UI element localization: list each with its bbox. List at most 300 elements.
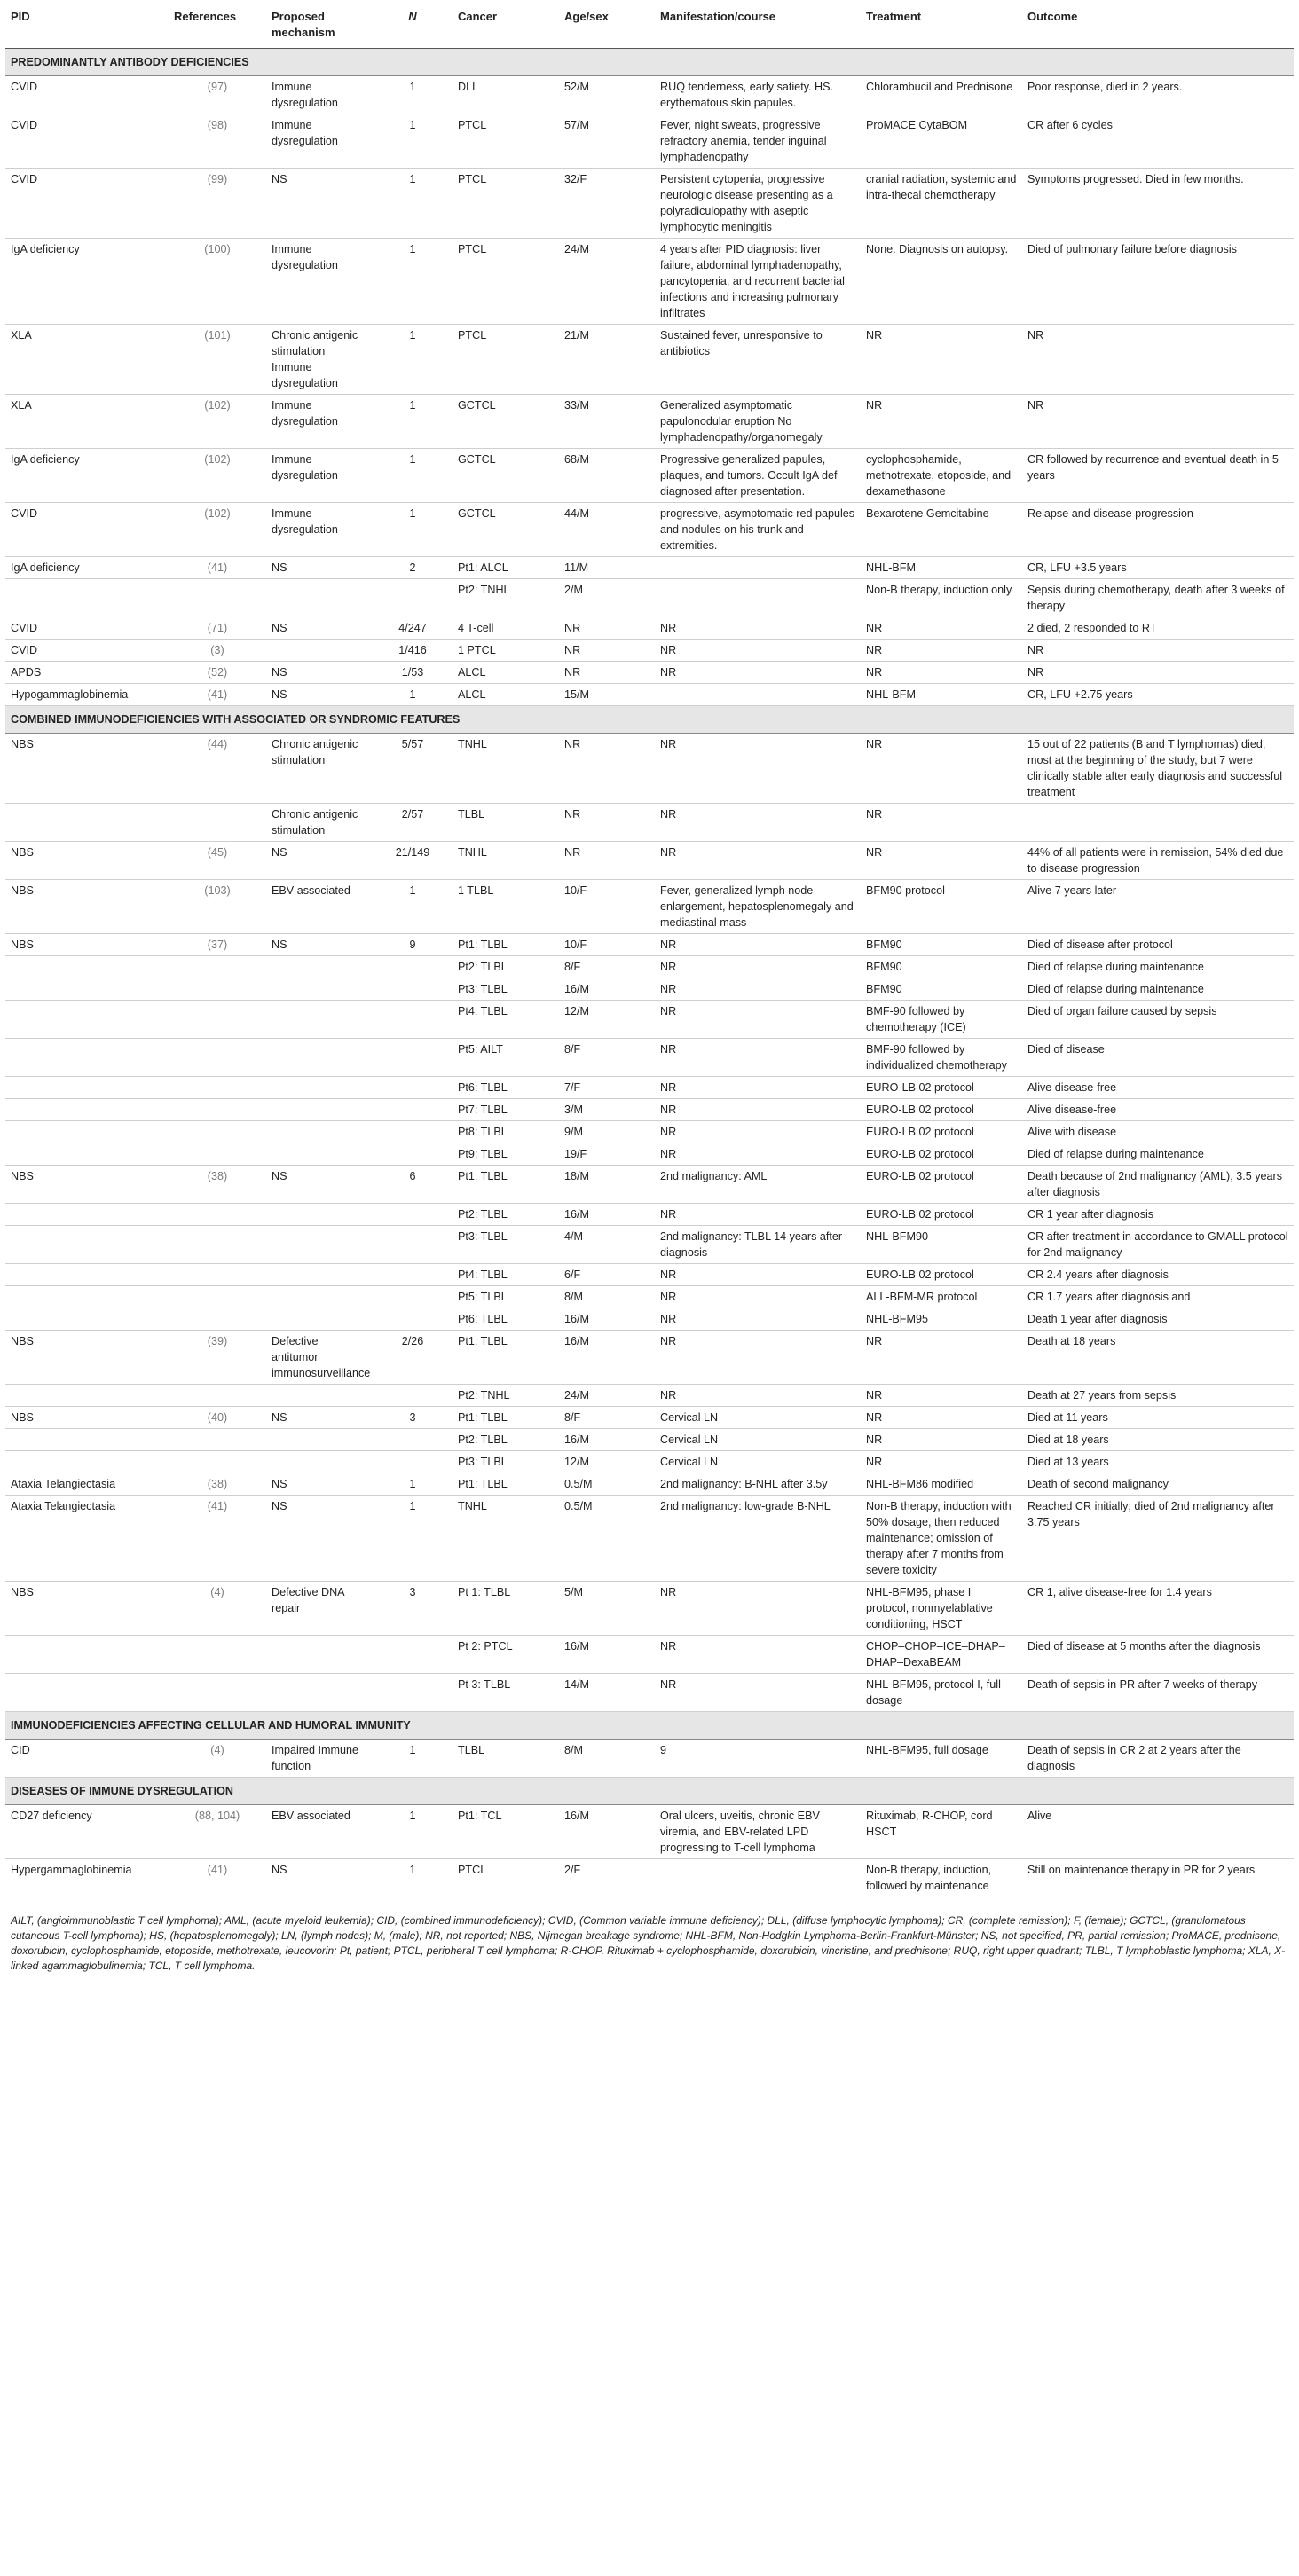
- cell-pid: Ataxia Telangiectasia: [5, 1473, 169, 1496]
- cell-mechanism: [266, 1204, 373, 1226]
- cell-pid: NBS: [5, 1407, 169, 1429]
- cell-cancer: GCTCL: [453, 449, 559, 503]
- header-references: References: [169, 0, 266, 49]
- cell-reference: [169, 1226, 266, 1264]
- header-outcome: Outcome: [1022, 0, 1294, 49]
- cell-cancer: Pt 3: TLBL: [453, 1674, 559, 1712]
- cell-age-sex: NR: [559, 617, 655, 640]
- cell-n: 6: [373, 1166, 453, 1204]
- cell-n: [373, 1451, 453, 1473]
- cell-age-sex: 6/F: [559, 1264, 655, 1286]
- cell-cancer: Pt1: TLBL: [453, 1473, 559, 1496]
- table-row: [5, 934, 1294, 956]
- cell-reference: (4): [169, 1740, 266, 1778]
- table-row: [5, 1286, 1294, 1308]
- table-row: [5, 395, 1294, 449]
- cell-mechanism: [266, 1077, 373, 1099]
- table-row: [5, 1077, 1294, 1099]
- cell-cancer: 4 T-cell: [453, 617, 559, 640]
- cell-manifestation: NR: [655, 1143, 861, 1166]
- cell-cancer: Pt3: TLBL: [453, 1226, 559, 1264]
- cell-treatment: NR: [861, 734, 1022, 804]
- cell-manifestation: NR: [655, 956, 861, 978]
- cell-manifestation: RUQ tenderness, early satiety. HS. erythematous skin papules.: [655, 76, 861, 114]
- cell-mechanism: [266, 1674, 373, 1712]
- cell-age-sex: 14/M: [559, 1674, 655, 1712]
- cell-mechanism: NS: [266, 1496, 373, 1582]
- table-row: [5, 1636, 1294, 1674]
- cell-outcome: Died of disease at 5 months after the diagnosis: [1022, 1636, 1294, 1674]
- cell-outcome: Died of relapse during maintenance: [1022, 956, 1294, 978]
- cell-reference: (39): [169, 1331, 266, 1385]
- cell-manifestation: Sustained fever, unresponsive to antibiotics: [655, 325, 861, 395]
- cell-manifestation: NR: [655, 662, 861, 684]
- table-row: [5, 956, 1294, 978]
- cell-age-sex: 12/M: [559, 1451, 655, 1473]
- cell-outcome: Alive with disease: [1022, 1121, 1294, 1143]
- cell-mechanism: NS: [266, 1407, 373, 1429]
- header-manifestation: Manifestation/course: [655, 0, 861, 49]
- cell-cancer: GCTCL: [453, 395, 559, 449]
- cell-n: [373, 1077, 453, 1099]
- cell-treatment: None. Diagnosis on autopsy.: [861, 239, 1022, 325]
- cell-reference: [169, 1001, 266, 1039]
- cell-cancer: Pt5: TLBL: [453, 1286, 559, 1308]
- cell-n: [373, 1636, 453, 1674]
- cell-treatment: NR: [861, 1451, 1022, 1473]
- cell-mechanism: [266, 1264, 373, 1286]
- section-header-row: [5, 1778, 1294, 1805]
- cell-treatment: Rituximab, R-CHOP, cord HSCT: [861, 1805, 1022, 1859]
- table-row: [5, 1407, 1294, 1429]
- cell-outcome: Death because of 2nd malignancy (AML), 3.5 years after diagnosis: [1022, 1166, 1294, 1204]
- cell-treatment: EURO-LB 02 protocol: [861, 1099, 1022, 1121]
- cell-cancer: TLBL: [453, 804, 559, 842]
- cell-age-sex: 8/F: [559, 1407, 655, 1429]
- cell-outcome: Reached CR initially; died of 2nd malignancy after 3.75 years: [1022, 1496, 1294, 1582]
- cell-n: [373, 1674, 453, 1712]
- cell-mechanism: [266, 978, 373, 1001]
- cell-n: 2/26: [373, 1331, 453, 1385]
- cell-manifestation: Oral ulcers, uveitis, chronic EBV viremia, and EBV-related LPD progressing to T-cell lymphoma: [655, 1805, 861, 1859]
- table-row: [5, 842, 1294, 880]
- cell-pid: CID: [5, 1740, 169, 1778]
- cell-outcome: CR 1, alive disease-free for 1.4 years: [1022, 1582, 1294, 1636]
- cell-cancer: TLBL: [453, 1740, 559, 1778]
- cell-cancer: ALCL: [453, 684, 559, 706]
- table-row: [5, 1099, 1294, 1121]
- cell-outcome: NR: [1022, 640, 1294, 662]
- cell-n: 1: [373, 239, 453, 325]
- table-row: [5, 325, 1294, 395]
- cell-treatment: Non-B therapy, induction, followed by maintenance: [861, 1859, 1022, 1897]
- cell-mechanism: Chronic antigenic stimulation: [266, 734, 373, 804]
- cell-n: [373, 1099, 453, 1121]
- cell-pid: [5, 1429, 169, 1451]
- cell-cancer: Pt1: TLBL: [453, 1407, 559, 1429]
- cell-age-sex: 11/M: [559, 557, 655, 579]
- table-row: [5, 76, 1294, 114]
- cell-outcome: Died of pulmonary failure before diagnosis: [1022, 239, 1294, 325]
- cell-treatment: NR: [861, 662, 1022, 684]
- table-row: [5, 1121, 1294, 1143]
- cell-outcome: Alive: [1022, 1805, 1294, 1859]
- header-age-sex: Age/sex: [559, 0, 655, 49]
- cell-age-sex: 15/M: [559, 684, 655, 706]
- table-row: [5, 662, 1294, 684]
- cell-mechanism: Immune dysregulation: [266, 395, 373, 449]
- cell-age-sex: 10/F: [559, 880, 655, 934]
- cell-cancer: TNHL: [453, 734, 559, 804]
- cell-mechanism: [266, 579, 373, 617]
- cell-pid: CD27 deficiency: [5, 1805, 169, 1859]
- cell-n: [373, 1385, 453, 1407]
- cell-cancer: Pt9: TLBL: [453, 1143, 559, 1166]
- cell-age-sex: 4/M: [559, 1226, 655, 1264]
- cell-reference: (97): [169, 76, 266, 114]
- cell-n: 1: [373, 76, 453, 114]
- cell-outcome: Died of organ failure caused by sepsis: [1022, 1001, 1294, 1039]
- cell-age-sex: 3/M: [559, 1099, 655, 1121]
- table-row: [5, 579, 1294, 617]
- table-row: [5, 1429, 1294, 1451]
- table-row: [5, 1385, 1294, 1407]
- cell-pid: [5, 1451, 169, 1473]
- cell-pid: [5, 1121, 169, 1143]
- cell-pid: Hypergammaglobinemia: [5, 1859, 169, 1897]
- cell-treatment: EURO-LB 02 protocol: [861, 1204, 1022, 1226]
- cell-mechanism: NS: [266, 934, 373, 956]
- cell-manifestation: Progressive generalized papules, plaques, and tumors. Occult IgA def diagnosed after presentation.: [655, 449, 861, 503]
- cell-age-sex: 8/M: [559, 1740, 655, 1778]
- cell-manifestation: NR: [655, 1674, 861, 1712]
- cell-treatment: NR: [861, 325, 1022, 395]
- cell-treatment: NR: [861, 804, 1022, 842]
- cell-pid: NBS: [5, 1582, 169, 1636]
- cell-age-sex: NR: [559, 804, 655, 842]
- cell-cancer: Pt1: TLBL: [453, 934, 559, 956]
- cell-manifestation: [655, 1859, 861, 1897]
- cell-n: 2/57: [373, 804, 453, 842]
- cell-reference: (102): [169, 395, 266, 449]
- cell-cancer: 1 PTCL: [453, 640, 559, 662]
- cell-mechanism: NS: [266, 557, 373, 579]
- cell-treatment: EURO-LB 02 protocol: [861, 1077, 1022, 1099]
- cell-cancer: Pt1: TLBL: [453, 1331, 559, 1385]
- cell-treatment: NR: [861, 640, 1022, 662]
- table-body: [5, 49, 1294, 1897]
- cell-pid: [5, 978, 169, 1001]
- table-footnote: AILT, (angioimmunoblastic T cell lymphoma); AML, (acute myeloid leukemia); CID, (combined immunodeficiency); CVID, (Common variable immune deficiency); DLL, (diffuse lymphocytic lymphoma); CR, (complete remission); F, (female); GCTCL, (granulomatous cutaneous T-cell lymphoma); HS, (hepatosplenomegaly); LN, (lymph nodes); M, (male); NR, not reported; NBS, Nijmegan breakage syndrome; NHL-BFM, Non-Hodgkin Lymphoma-Berlin-Frankfurt-Münster; NS, not specified, PR, partial remission; ProMACE, prednisone, doxorubicin, cyclophosphamide, etoposide, methotrexate, leucovorin; Pt, patient; PTCL, peripheral T cell lymphoma; R-CHOP, Rituximab + cyclophosphamide, doxorubicin, vincristine, and prednisone; RUQ, right upper quadrant; TLBL, T lymphoblastic lymphoma; XLA, X-linked agammaglobulinemia; TCL, T cell lymphoma.: [11, 1914, 1286, 1972]
- cell-mechanism: Immune dysregulation: [266, 114, 373, 169]
- cell-reference: (38): [169, 1166, 266, 1204]
- cell-mechanism: [266, 1039, 373, 1077]
- cell-age-sex: 68/M: [559, 449, 655, 503]
- cell-reference: [169, 1121, 266, 1143]
- cell-mechanism: Defective DNA repair: [266, 1582, 373, 1636]
- table-row: [5, 114, 1294, 169]
- cell-reference: [169, 978, 266, 1001]
- cell-manifestation: NR: [655, 1204, 861, 1226]
- cell-treatment: NHL-BFM95, phase I protocol, nonmyelablative conditioning, HSCT: [861, 1582, 1022, 1636]
- cell-age-sex: 32/F: [559, 169, 655, 239]
- cell-outcome: Still on maintenance therapy in PR for 2 years: [1022, 1859, 1294, 1897]
- cell-treatment: NR: [861, 395, 1022, 449]
- cell-cancer: Pt3: TLBL: [453, 978, 559, 1001]
- cell-treatment: BFM90: [861, 956, 1022, 978]
- cell-age-sex: 12/M: [559, 1001, 655, 1039]
- cell-treatment: NHL-BFM95: [861, 1308, 1022, 1331]
- table-row: [5, 734, 1294, 804]
- cell-manifestation: Cervical LN: [655, 1451, 861, 1473]
- cell-cancer: Pt7: TLBL: [453, 1099, 559, 1121]
- cell-manifestation: NR: [655, 934, 861, 956]
- cell-pid: [5, 1143, 169, 1166]
- cell-n: 1/53: [373, 662, 453, 684]
- cell-outcome: CR followed by recurrence and eventual death in 5 years: [1022, 449, 1294, 503]
- cell-reference: (41): [169, 1859, 266, 1897]
- cell-cancer: Pt2: TLBL: [453, 956, 559, 978]
- cell-treatment: NR: [861, 1429, 1022, 1451]
- cell-age-sex: 16/M: [559, 1308, 655, 1331]
- cell-reference: (98): [169, 114, 266, 169]
- cell-age-sex: 24/M: [559, 1385, 655, 1407]
- cell-outcome: Death at 18 years: [1022, 1331, 1294, 1385]
- cell-age-sex: NR: [559, 734, 655, 804]
- cell-reference: [169, 1077, 266, 1099]
- cell-treatment: NHL-BFM86 modified: [861, 1473, 1022, 1496]
- cell-outcome: Died at 13 years: [1022, 1451, 1294, 1473]
- cell-cancer: Pt2: TLBL: [453, 1204, 559, 1226]
- cell-age-sex: 9/M: [559, 1121, 655, 1143]
- cell-manifestation: NR: [655, 617, 861, 640]
- cell-reference: (103): [169, 880, 266, 934]
- cell-pid: CVID: [5, 640, 169, 662]
- cell-mechanism: [266, 1308, 373, 1331]
- cell-outcome: 15 out of 22 patients (B and T lymphomas) died, most at the beginning of the study, but 7 were clinically stable after early diagnosis and successful treatment: [1022, 734, 1294, 804]
- cell-n: 9: [373, 934, 453, 956]
- table-header: [5, 0, 1294, 49]
- cell-reference: (71): [169, 617, 266, 640]
- cell-age-sex: 2/M: [559, 579, 655, 617]
- cell-manifestation: 4 years after PID diagnosis: liver failure, abdominal lymphadenopathy, pancytopenia, and recurrent bacterial infections and increasing pulmonary infiltrates: [655, 239, 861, 325]
- cell-manifestation: NR: [655, 640, 861, 662]
- cell-mechanism: Immune dysregulation: [266, 449, 373, 503]
- table-row: [5, 1674, 1294, 1712]
- cell-cancer: ALCL: [453, 662, 559, 684]
- cell-n: 1: [373, 1496, 453, 1582]
- cell-treatment: Non-B therapy, induction only: [861, 579, 1022, 617]
- cell-age-sex: 16/M: [559, 1636, 655, 1674]
- cell-outcome: Poor response, died in 2 years.: [1022, 76, 1294, 114]
- cell-manifestation: NR: [655, 1077, 861, 1099]
- cell-outcome: Alive disease-free: [1022, 1099, 1294, 1121]
- table-row: [5, 557, 1294, 579]
- cell-cancer: Pt8: TLBL: [453, 1121, 559, 1143]
- cell-cancer: DLL: [453, 76, 559, 114]
- table-row: [5, 169, 1294, 239]
- cell-n: 5/57: [373, 734, 453, 804]
- cell-n: 1: [373, 395, 453, 449]
- cell-treatment: NR: [861, 1407, 1022, 1429]
- cell-age-sex: NR: [559, 842, 655, 880]
- cell-age-sex: 2/F: [559, 1859, 655, 1897]
- cell-cancer: 1 TLBL: [453, 880, 559, 934]
- cell-reference: (45): [169, 842, 266, 880]
- cell-n: 1: [373, 1740, 453, 1778]
- cell-cancer: Pt1: TLBL: [453, 1166, 559, 1204]
- cell-pid: NBS: [5, 880, 169, 934]
- cell-outcome: Relapse and disease progression: [1022, 503, 1294, 557]
- section-header-row: [5, 49, 1294, 76]
- cell-age-sex: 5/M: [559, 1582, 655, 1636]
- cell-n: 1: [373, 169, 453, 239]
- cell-outcome: Death of sepsis in CR 2 at 2 years after the diagnosis: [1022, 1740, 1294, 1778]
- cell-pid: CVID: [5, 114, 169, 169]
- cell-cancer: GCTCL: [453, 503, 559, 557]
- cell-pid: IgA deficiency: [5, 239, 169, 325]
- cell-manifestation: [655, 557, 861, 579]
- header-row: [5, 0, 1294, 49]
- cell-n: 1: [373, 503, 453, 557]
- cell-mechanism: [266, 1121, 373, 1143]
- cell-reference: (100): [169, 239, 266, 325]
- cell-manifestation: NR: [655, 1286, 861, 1308]
- cell-pid: NBS: [5, 934, 169, 956]
- cell-n: [373, 1286, 453, 1308]
- cell-outcome: CR 1.7 years after diagnosis and: [1022, 1286, 1294, 1308]
- cell-mechanism: NS: [266, 169, 373, 239]
- cell-age-sex: 7/F: [559, 1077, 655, 1099]
- cell-pid: CVID: [5, 76, 169, 114]
- cell-pid: NBS: [5, 734, 169, 804]
- cell-reference: [169, 1451, 266, 1473]
- cell-outcome: NR: [1022, 395, 1294, 449]
- cell-pid: [5, 579, 169, 617]
- cell-reference: [169, 956, 266, 978]
- table-row: [5, 1582, 1294, 1636]
- cell-mechanism: Impaired Immune function: [266, 1740, 373, 1778]
- cell-pid: CVID: [5, 169, 169, 239]
- cell-n: [373, 1204, 453, 1226]
- table-row: [5, 1039, 1294, 1077]
- cell-manifestation: 2nd malignancy: TLBL 14 years after diagnosis: [655, 1226, 861, 1264]
- cell-manifestation: Persistent cytopenia, progressive neurologic disease presenting as a polyradiculopathy with aseptic lymphocytic meningitis: [655, 169, 861, 239]
- cell-treatment: BMF-90 followed by individualized chemotherapy: [861, 1039, 1022, 1077]
- cell-pid: XLA: [5, 325, 169, 395]
- cell-treatment: NR: [861, 1331, 1022, 1385]
- cell-outcome: Death of sepsis in PR after 7 weeks of therapy: [1022, 1674, 1294, 1712]
- cell-mechanism: Defective antitumor immunosurveillance: [266, 1331, 373, 1385]
- table-row: [5, 1740, 1294, 1778]
- section-title: COMBINED IMMUNODEFICIENCIES WITH ASSOCIATED OR SYNDROMIC FEATURES: [5, 706, 1294, 734]
- cell-outcome: 44% of all patients were in remission, 54% died due to disease progression: [1022, 842, 1294, 880]
- cell-mechanism: [266, 1429, 373, 1451]
- cell-treatment: Chlorambucil and Prednisone: [861, 76, 1022, 114]
- table-row: [5, 1473, 1294, 1496]
- table-row: [5, 617, 1294, 640]
- cell-mechanism: [266, 1099, 373, 1121]
- cell-manifestation: NR: [655, 1099, 861, 1121]
- cell-treatment: NR: [861, 1385, 1022, 1407]
- cell-pid: [5, 1286, 169, 1308]
- cell-n: 1: [373, 449, 453, 503]
- table-row: [5, 1166, 1294, 1204]
- cell-mechanism: Immune dysregulation: [266, 503, 373, 557]
- cell-treatment: cranial radiation, systemic and intra-thecal chemotherapy: [861, 169, 1022, 239]
- cell-mechanism: NS: [266, 617, 373, 640]
- cell-outcome: NR: [1022, 662, 1294, 684]
- cell-manifestation: Cervical LN: [655, 1407, 861, 1429]
- cell-reference: [169, 1636, 266, 1674]
- cell-age-sex: NR: [559, 662, 655, 684]
- header-pid: PID: [5, 0, 169, 49]
- cell-treatment: NHL-BFM90: [861, 1226, 1022, 1264]
- cell-treatment: BFM90: [861, 934, 1022, 956]
- cell-manifestation: NR: [655, 1121, 861, 1143]
- cell-manifestation: NR: [655, 1331, 861, 1385]
- cell-reference: [169, 804, 266, 842]
- cell-n: [373, 956, 453, 978]
- cell-reference: (102): [169, 503, 266, 557]
- cell-cancer: PTCL: [453, 325, 559, 395]
- header-n: N: [373, 0, 453, 49]
- cell-n: [373, 579, 453, 617]
- cell-pid: [5, 956, 169, 978]
- cell-cancer: TNHL: [453, 1496, 559, 1582]
- table-row: [5, 640, 1294, 662]
- cell-mechanism: Immune dysregulation: [266, 76, 373, 114]
- cell-outcome: CR after treatment in accordance to GMALL protocol for 2nd malignancy: [1022, 1226, 1294, 1264]
- cell-mechanism: [266, 1286, 373, 1308]
- header-cancer: Cancer: [453, 0, 559, 49]
- cell-mechanism: NS: [266, 842, 373, 880]
- cell-manifestation: NR: [655, 978, 861, 1001]
- cell-n: [373, 1264, 453, 1286]
- cell-age-sex: 18/M: [559, 1166, 655, 1204]
- cell-outcome: CR 2.4 years after diagnosis: [1022, 1264, 1294, 1286]
- cell-n: [373, 1429, 453, 1451]
- cell-reference: [169, 1264, 266, 1286]
- cell-reference: (38): [169, 1473, 266, 1496]
- table-row: [5, 978, 1294, 1001]
- cell-reference: (88, 104): [169, 1805, 266, 1859]
- cell-reference: [169, 1286, 266, 1308]
- cell-manifestation: 2nd malignancy: AML: [655, 1166, 861, 1204]
- cell-manifestation: NR: [655, 734, 861, 804]
- cell-pid: [5, 804, 169, 842]
- cell-treatment: NHL-BFM: [861, 557, 1022, 579]
- cell-pid: [5, 1001, 169, 1039]
- table-row: [5, 1143, 1294, 1166]
- cell-manifestation: NR: [655, 1264, 861, 1286]
- cell-mechanism: EBV associated: [266, 1805, 373, 1859]
- cell-n: 1/416: [373, 640, 453, 662]
- table-row: [5, 1001, 1294, 1039]
- cell-treatment: NR: [861, 842, 1022, 880]
- cell-cancer: Pt 2: PTCL: [453, 1636, 559, 1674]
- cell-age-sex: 16/M: [559, 1805, 655, 1859]
- cell-treatment: BFM90 protocol: [861, 880, 1022, 934]
- cell-age-sex: 16/M: [559, 1429, 655, 1451]
- cell-pid: Ataxia Telangiectasia: [5, 1496, 169, 1582]
- cell-reference: (99): [169, 169, 266, 239]
- cell-treatment: EURO-LB 02 protocol: [861, 1166, 1022, 1204]
- cell-cancer: Pt6: TLBL: [453, 1077, 559, 1099]
- cell-mechanism: NS: [266, 1473, 373, 1496]
- cell-pid: [5, 1308, 169, 1331]
- cell-reference: (41): [169, 557, 266, 579]
